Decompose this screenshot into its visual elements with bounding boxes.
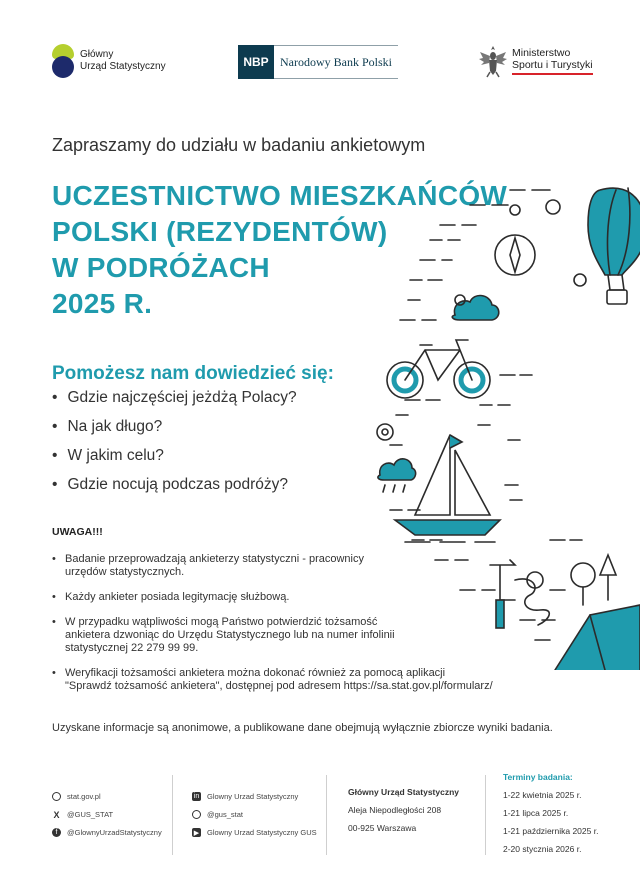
globe-icon [52, 792, 61, 801]
list-item: • Gdzie nocują podczas podróży? [52, 477, 297, 506]
survey-date: 1-21 października 2025 r. [503, 826, 599, 836]
gus-logo [52, 44, 166, 78]
footer-link-row[interactable] [192, 824, 317, 841]
note-line: • Każdy ankieter posiada legitymację służbową. [65, 591, 290, 603]
msit-logo-line1: Ministerstwo [512, 47, 571, 59]
footer-divider [172, 775, 173, 855]
intro-text: Zapraszamy do udziału w badaniu ankietowym [52, 135, 426, 155]
note-line: • Badanie przeprowadzają ankieterzy statystyczni - pracownicy [65, 553, 364, 565]
gus-logo-line1: Główny [80, 49, 114, 60]
list-item: • Na jak długo? [52, 419, 297, 448]
list-item: • W jakim celu? [52, 448, 297, 477]
facebook-icon: f [52, 828, 61, 837]
warning-heading: UWAGA!!! [52, 526, 103, 538]
address-street: Aleja Niepodległości 208 [348, 805, 442, 815]
note-line: • Weryfikacji tożsamości ankietera można dokonać również za pomocą aplikacji [65, 667, 446, 679]
note-line: statystycznej 22 279 99 99. [65, 642, 199, 654]
footer-link-row[interactable] [52, 788, 162, 805]
list-item: • Gdzie najczęściej jeżdżą Polacy? [52, 390, 297, 419]
survey-dates [503, 772, 598, 862]
footer-address [348, 787, 459, 841]
footer-link-row[interactable] [192, 806, 317, 823]
survey-dates-heading: Terminy badania: [503, 772, 573, 782]
footer-link[interactable]: Glowny Urzad Statystyczny [207, 792, 299, 801]
survey-title-line: W PODRÓŻACH [52, 252, 270, 283]
nbp-name: Narodowy Bank Polski [274, 45, 398, 79]
footer-contacts [52, 788, 162, 842]
survey-date: 2-20 stycznia 2026 r. [503, 844, 582, 854]
footer-divider [326, 775, 327, 855]
footer-link-row[interactable] [52, 806, 162, 823]
survey-date: 1-22 kwietnia 2025 r. [503, 790, 582, 800]
gus-emblem-icon [52, 44, 74, 78]
gus-logo-line2: Urząd Statystyczny [80, 61, 166, 72]
note-line: "Sprawdź tożsamość ankietera", dostępnej pod adresem https://sa.stat.gov.pl/formularz/ [65, 680, 493, 692]
address-name: Główny Urząd Statystyczny [348, 787, 460, 797]
survey-title-line: POLSKI (REZYDENTÓW) [52, 216, 388, 247]
eagle-icon [478, 44, 508, 78]
questions-heading: Pomożesz nam dowiedzieć się: [52, 363, 334, 384]
linkedin-icon: in [193, 793, 200, 800]
travel-illustration [360, 180, 640, 670]
x-icon: X [53, 809, 60, 820]
survey-title-line: 2025 R. [52, 288, 153, 319]
survey-title-line: UCZESTNICTWO MIESZKAŃCÓW [52, 180, 508, 211]
footer-social [192, 788, 317, 842]
footer-link-row[interactable] [192, 788, 317, 805]
list-item [52, 667, 502, 693]
msit-logo-line2: Sportu i Turystyki [512, 59, 593, 71]
footer-link[interactable]: @GlownyUrzadStatystyczny [67, 828, 162, 837]
survey-date: 1-21 lipca 2025 r. [503, 808, 569, 818]
footer-link-row[interactable] [52, 824, 162, 841]
msit-logo [478, 44, 593, 78]
note-line: urzędów statystycznych. [65, 566, 185, 578]
youtube-icon: ▶ [193, 829, 200, 837]
footer-link[interactable]: @GUS_STAT [67, 810, 114, 819]
footer-link[interactable]: @gus_stat [207, 810, 243, 819]
address-city: 00-925 Warszawa [348, 823, 417, 833]
questions-list [52, 390, 297, 506]
nbp-logo [238, 45, 398, 79]
instagram-icon [192, 810, 201, 819]
note-line: • W przypadku wątpliwości mogą Państwo potwierdzić tożsamość [65, 616, 378, 628]
footer-divider [485, 775, 486, 855]
note-line: ankietera dzwoniąc do Urzędu Statystycznego lub na numer infolinii [65, 629, 395, 641]
footer-link[interactable]: stat.gov.pl [67, 792, 101, 801]
anonymity-note: Uzyskane informacje są anonimowe, a publikowane dane obejmują wyłącznie zbiorcze wyniki badania. [52, 722, 553, 734]
nbp-abbr: NBP [238, 45, 274, 79]
footer-link[interactable]: Glowny Urzad Statystyczny GUS [207, 828, 317, 837]
